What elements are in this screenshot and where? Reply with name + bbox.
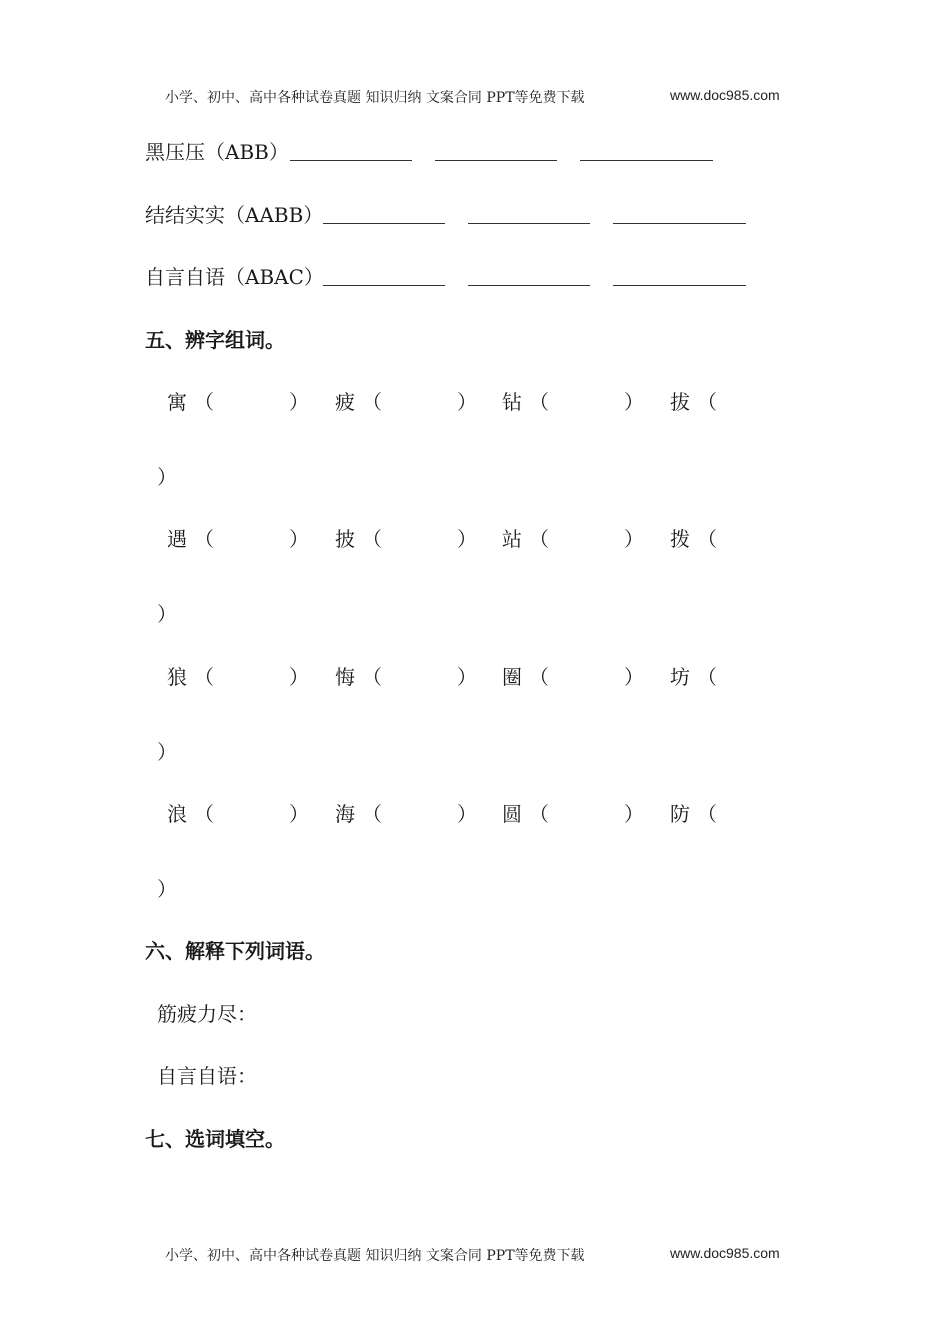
word-char: 防 (670, 802, 690, 826)
interpret-item: 自言自语： (157, 1064, 257, 1088)
word-char: 浪 (167, 802, 187, 826)
answer-blank[interactable] (435, 160, 557, 161)
section6-title: 六、解释下列词语。 (145, 939, 325, 963)
footer-text: 小学、初中、高中各种试卷真题 知识归纳 文案合同 PPT等免费下载 (165, 1248, 585, 1264)
open-paren[interactable]: （ (194, 390, 214, 414)
word-char: 圆 (502, 802, 522, 826)
close-paren: ） (624, 665, 644, 689)
answer-blank[interactable] (323, 285, 445, 286)
answer-blank[interactable] (613, 223, 746, 224)
word-char: 圈 (502, 665, 522, 689)
open-paren[interactable]: （ (697, 665, 717, 689)
section5-title: 五、辨字组词。 (145, 328, 285, 352)
close-paren: ） (289, 527, 309, 551)
word-char: 站 (502, 527, 522, 551)
header-url[interactable]: www.doc985.com (670, 87, 780, 103)
page-header (165, 87, 805, 107)
answer-blank[interactable] (323, 223, 445, 224)
open-paren[interactable]: （ (529, 390, 549, 414)
section7-title: 七、选词填空。 (145, 1127, 285, 1151)
close-paren: ） (624, 390, 644, 414)
open-paren[interactable]: （ (529, 665, 549, 689)
open-paren[interactable]: （ (362, 390, 382, 414)
open-paren[interactable]: （ (194, 802, 214, 826)
answer-blank[interactable] (290, 160, 412, 161)
open-paren[interactable]: （ (194, 527, 214, 551)
word-char: 坊 (670, 665, 690, 689)
open-paren[interactable]: （ (697, 390, 717, 414)
header-text: 小学、初中、高中各种试卷真题 知识归纳 文案合同 PPT等免费下载 (165, 90, 585, 106)
open-paren[interactable]: （ (362, 802, 382, 826)
close-paren: ） (624, 802, 644, 826)
word-char: 悔 (335, 665, 355, 689)
close-paren: ） (457, 665, 477, 689)
pattern-label: 黑压压（ABB） (145, 140, 289, 164)
pattern-row-abb (145, 136, 289, 165)
close-paren: ） (157, 740, 177, 764)
close-paren: ） (457, 527, 477, 551)
pattern-row-aabb (145, 199, 323, 228)
open-paren[interactable]: （ (362, 527, 382, 551)
answer-blank[interactable] (580, 160, 713, 161)
close-paren: ） (157, 877, 177, 901)
open-paren[interactable]: （ (362, 665, 382, 689)
open-paren[interactable]: （ (529, 802, 549, 826)
answer-blank[interactable] (613, 285, 746, 286)
close-paren: ） (457, 802, 477, 826)
answer-blank[interactable] (468, 285, 590, 286)
close-paren: ） (624, 527, 644, 551)
close-paren: ） (289, 802, 309, 826)
answer-blank[interactable] (468, 223, 590, 224)
pattern-label: 自言自语（ABAC） (145, 265, 324, 289)
close-paren: ） (157, 465, 177, 489)
pattern-label: 结结实实（AABB） (145, 203, 324, 227)
word-char: 拨 (670, 527, 690, 551)
close-paren: ） (157, 602, 177, 626)
open-paren[interactable]: （ (529, 527, 549, 551)
word-char: 海 (335, 802, 355, 826)
word-char: 疲 (335, 390, 355, 414)
footer-url[interactable]: www.doc985.com (670, 1245, 780, 1261)
close-paren: ） (289, 665, 309, 689)
word-char: 披 (335, 527, 355, 551)
word-char: 寓 (167, 390, 187, 414)
open-paren[interactable]: （ (697, 802, 717, 826)
word-char: 钻 (502, 390, 522, 414)
word-char: 遇 (167, 527, 187, 551)
open-paren[interactable]: （ (697, 527, 717, 551)
word-char: 拔 (670, 390, 690, 414)
close-paren: ） (457, 390, 477, 414)
page-footer (165, 1245, 805, 1265)
interpret-item: 筋疲力尽： (157, 1002, 257, 1026)
word-char: 狼 (167, 665, 187, 689)
close-paren: ） (289, 390, 309, 414)
pattern-row-abac (145, 261, 324, 290)
open-paren[interactable]: （ (194, 665, 214, 689)
